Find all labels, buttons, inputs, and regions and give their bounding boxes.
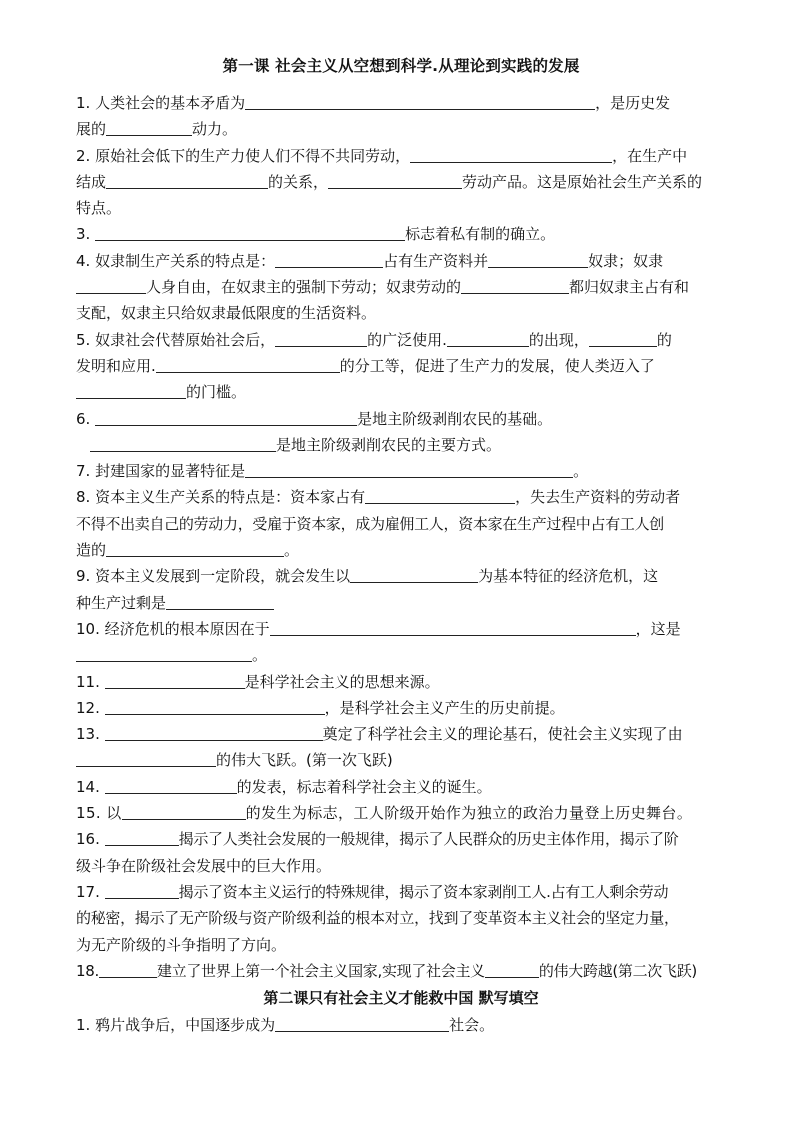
- q13-text: 奠定了科学社会主义的理论基石，使社会主义实现了由: [322, 725, 683, 744]
- q4-text: 占有生产资料并: [383, 251, 489, 270]
- q1-text: 1. 人类社会的基本矛盾为: [76, 94, 246, 112]
- q6-blank-1[interactable]: [95, 410, 357, 426]
- q5-blank-1[interactable]: [275, 331, 367, 347]
- q11-blank-1[interactable]: [105, 673, 245, 689]
- q11-text: 11.: [76, 672, 100, 691]
- q6-text: 是地主阶级剥削农民的主要方式。: [276, 435, 502, 454]
- q7-blank-1[interactable]: [245, 462, 573, 478]
- q5-text: 的广泛使用.: [367, 330, 447, 349]
- q4-blank-3[interactable]: [76, 278, 146, 294]
- q4-text: 支配，奴隶主只给奴隶最低限度的生活资料。: [76, 304, 377, 323]
- q12-blank-1[interactable]: [105, 699, 325, 715]
- q1-blank-2[interactable]: [106, 120, 192, 136]
- q13-text: 的伟大飞跃。(第一次飞跃): [216, 751, 393, 770]
- q17-line3: [76, 932, 726, 958]
- q2-line3: [76, 195, 726, 221]
- q1-text: 动力。: [192, 120, 238, 139]
- q1-line1: [76, 90, 726, 116]
- q15-line1: [76, 800, 726, 826]
- q13-line1: [76, 721, 726, 747]
- q12-line1: [76, 695, 726, 721]
- q4-line3: [76, 300, 726, 326]
- q8-blank-1[interactable]: [365, 488, 515, 504]
- q1-text: ，是历史发: [595, 94, 671, 112]
- q10-blank-1[interactable]: [270, 620, 636, 636]
- q3-text: 标志着私有制的确立。: [405, 225, 556, 244]
- q5-text: 5. 奴隶社会代替原始社会后，: [76, 330, 276, 349]
- q2-text: 2. 原始社会低下的生产力使人们不得不共同劳动，: [76, 146, 411, 165]
- q4-blank-1[interactable]: [275, 252, 383, 268]
- q16-text: 16.: [76, 830, 100, 849]
- q1-blank-1[interactable]: [245, 94, 595, 110]
- q16-blank-1[interactable]: [105, 830, 179, 846]
- q4-line2: [76, 274, 726, 300]
- q2-line2: [76, 169, 726, 195]
- q18-text: 的伟大跨越(第二次飞跃): [538, 961, 697, 980]
- q13-blank-2[interactable]: [76, 751, 216, 767]
- q14-text: 的发表，标志着科学社会主义的诞生。: [236, 777, 492, 796]
- q5-text: 的: [656, 330, 672, 349]
- q9-text: 种生产过剩是: [76, 593, 167, 612]
- q4-text: 人身自由，在奴隶主的强制下劳动；奴隶劳动的: [146, 278, 462, 297]
- q15-text: 的发生为标志，工人阶级开始作为独立的政治力量登上历史舞台。: [245, 804, 693, 823]
- q6-line1: [76, 406, 726, 432]
- q8-line2: [76, 511, 726, 537]
- q17-text: 为无产阶级的斗争指明了方向。: [76, 935, 287, 954]
- q2-text: ，在生产中: [612, 146, 688, 165]
- q5-blank-4[interactable]: [156, 357, 340, 373]
- lesson-2-title: 第二课只有社会主义才能救中国 默写填空: [263, 989, 539, 1008]
- q17-line1: [76, 879, 726, 905]
- q5-blank-2[interactable]: [447, 331, 529, 347]
- q10-blank-2[interactable]: [76, 646, 252, 662]
- q8-blank-2[interactable]: [106, 541, 284, 557]
- q6-blank-2[interactable]: [90, 436, 276, 452]
- s2q1-line1: [76, 1012, 726, 1038]
- q2-text: 特点。: [76, 199, 122, 218]
- q10-text: 。: [252, 646, 268, 665]
- q16-line2: [76, 853, 726, 879]
- q5-blank-3[interactable]: [589, 331, 657, 347]
- q8-text: 8. 资本主义生产关系的特点是：资本家占有: [76, 488, 366, 507]
- q10-text: ，这是: [635, 619, 681, 638]
- q5-line3: [76, 379, 726, 405]
- q14-blank-1[interactable]: [105, 778, 237, 794]
- q9-text: 9. 资本主义发展到一定阶段，就会发生以: [76, 567, 351, 586]
- q11-line1: [76, 669, 726, 695]
- q16-text: 揭示了人类社会发展的一般规律，揭示了人民群众的历史主体作用，揭示了阶: [178, 830, 679, 849]
- q8-text: 不得不出卖自己的劳动力，受雇于资本家，成为雇佣工人，资本家在生产过程中占有工人创: [76, 514, 665, 533]
- q4-text: 奴隶；奴隶: [588, 251, 664, 270]
- q2-text: 劳动产品。这是原始社会生产关系的: [462, 172, 703, 191]
- q4-line1: [76, 248, 726, 274]
- q15-blank-1[interactable]: [122, 804, 246, 820]
- q16-line1: [76, 826, 726, 852]
- q8-text: 造的: [76, 541, 107, 560]
- q2-blank-3[interactable]: [328, 173, 462, 189]
- q6-text: 是地主阶级剥削农民的基础。: [357, 409, 553, 428]
- q5-text: 的出现，: [528, 330, 589, 349]
- s2q1-blank-1[interactable]: [275, 1016, 449, 1032]
- s2q1-text: 社会。: [449, 1016, 495, 1035]
- lesson-1-title: 第一课 社会主义从空想到科学.从理论到实践的发展: [222, 57, 580, 75]
- q3-blank-1[interactable]: [95, 225, 405, 241]
- q17-text: 17.: [76, 882, 100, 901]
- q9-blank-1[interactable]: [350, 567, 478, 583]
- q18-line1: [76, 958, 726, 984]
- q17-text: 的秘密，揭示了无产阶级与资产阶级利益的根本对立，找到了变革资本主义社会的坚定力量，: [76, 909, 679, 928]
- q5-line1: [76, 327, 726, 353]
- q9-blank-2[interactable]: [166, 594, 274, 610]
- q14-text: 14.: [76, 777, 100, 796]
- q4-text: 都归奴隶主占有和: [569, 278, 690, 297]
- q12-text: ，是科学社会主义产生的历史前提。: [324, 698, 565, 717]
- s2q1-text: 1. 鸦片战争后，中国逐步成为: [76, 1016, 276, 1035]
- q13-blank-1[interactable]: [105, 725, 323, 741]
- q6-text: 6.: [76, 409, 91, 428]
- q2-text: 的关系，: [268, 172, 329, 191]
- q15-text: 15. 以: [76, 804, 122, 823]
- q3-text: 3.: [76, 225, 91, 244]
- q4-blank-2[interactable]: [488, 252, 588, 268]
- q5-text: 的分工等，促进了生产力的发展，使人类迈入了: [339, 356, 655, 375]
- q10-line1: [76, 616, 726, 642]
- q2-line1: [76, 143, 726, 169]
- q9-line1: [76, 563, 726, 589]
- q13-line2: [76, 747, 726, 773]
- q5-text: 的门槛。: [186, 383, 247, 402]
- q2-text: 结成: [76, 172, 107, 191]
- q7-line1: [76, 458, 726, 484]
- q11-text: 是科学社会主义的思想来源。: [244, 672, 440, 691]
- q9-text: 为基本特征的经济危机，这: [478, 567, 659, 586]
- q2-blank-2[interactable]: [106, 173, 268, 189]
- q18-text: 18.: [76, 961, 99, 980]
- q3-line1: [76, 221, 726, 247]
- q8-line1: [76, 484, 726, 510]
- q4-text: 4. 奴隶制生产关系的特点是：: [76, 251, 276, 270]
- q7-text: 7. 封建国家的显著特征是: [76, 462, 246, 481]
- q18-text: 建立了世界上第一个社会主义国家,实现了社会主义: [156, 961, 485, 980]
- q2-blank-1[interactable]: [410, 147, 612, 163]
- q6-line2: [76, 432, 726, 458]
- q4-blank-4[interactable]: [461, 278, 569, 294]
- q5-blank-5[interactable]: [76, 383, 186, 399]
- q13-text: 13.: [76, 725, 100, 744]
- q17-blank-1[interactable]: [105, 883, 179, 899]
- q5-text: 发明和应用.: [76, 356, 156, 375]
- q12-text: 12.: [76, 698, 100, 717]
- q1-line2: [76, 116, 726, 142]
- worksheet-page: [76, 56, 726, 1038]
- q9-line2: [76, 590, 726, 616]
- q16-text: 级斗争在阶级社会发展中的巨大作用。: [76, 856, 332, 875]
- q18-blank-2[interactable]: [485, 962, 539, 978]
- q7-text: 。: [573, 462, 589, 481]
- q10-text: 10. 经济危机的根本原因在于: [76, 619, 270, 638]
- q5-line2: [76, 353, 726, 379]
- q17-line2: [76, 905, 726, 931]
- q8-line3: [76, 537, 726, 563]
- q1-text: 展的: [76, 120, 107, 139]
- q18-blank-1[interactable]: [99, 962, 157, 978]
- q10-line2: [76, 642, 726, 668]
- q8-text: ，失去生产资料的劳动者: [515, 488, 681, 507]
- q14-line1: [76, 774, 726, 800]
- q8-text: 。: [284, 541, 300, 560]
- q17-text: 揭示了资本主义运行的特殊规律，揭示了资本家剥削工人.占有工人剩余劳动: [178, 882, 669, 901]
